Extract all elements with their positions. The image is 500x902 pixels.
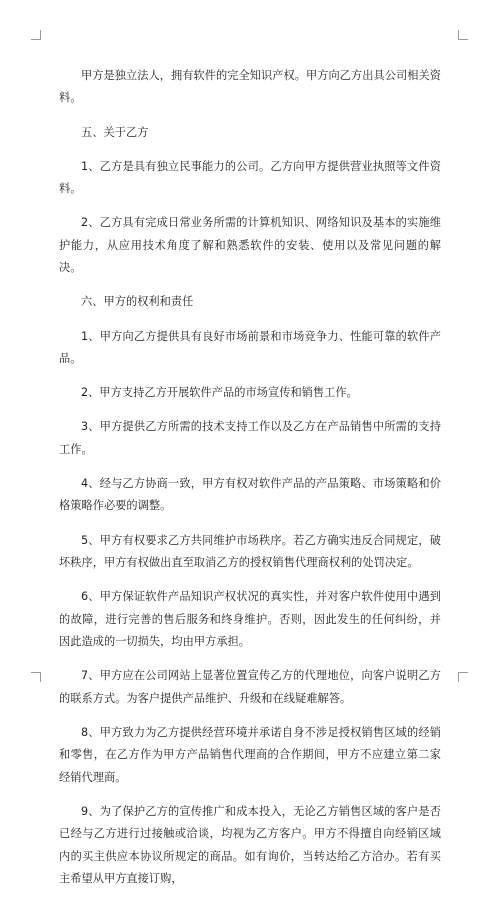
- paragraph-party-a-info: 甲方是独立法人，拥有软件的完全知识产权。甲方向乙方出具公司相关资料。: [59, 69, 441, 105]
- section-heading-about-party-b: 五、关于乙方: [81, 125, 149, 139]
- crop-mark-bottom-right: [458, 672, 468, 682]
- clause-b-2: 2、乙方具有完成日常业务所需的计算机知识、网络知识及基本的实施维护能力，从应用技术角度了解和熟悉软件的安装、使用以及常见问题的解决。: [59, 216, 441, 275]
- clause-a-5: 5、甲方有权要求乙方共同维护市场秩序。若乙方确实违反合同规定，破坏秩序，甲方有权做出直至取消乙方的授权销售代理商权利的处罚决定。: [59, 533, 441, 570]
- clause-a-3: 3、甲方提供乙方所需的技术支持工作以及乙方在产品销售中所需的支持工作。: [59, 420, 441, 456]
- section-heading-party-a-rights: 六、甲方的权利和责任: [81, 295, 194, 309]
- clause-b-1: 1、乙方是具有独立民事能力的公司。乙方向甲方提供营业执照等文件资料。: [59, 159, 441, 196]
- clause-a-6: 6、甲方保证软件产品知识产权状况的真实性，并对客户软件使用中遇到的故障，进行完善的售后服务和终身维护。否则，因此发生的任何纠纷，并因此造成的一切损失，均由甲方承担。: [59, 590, 441, 649]
- clause-a-8: 8、甲方致力为乙方提供经营环境并承诺自身不涉足授权销售区域的经销和零售，在乙方作为甲方产品销售代理商的合作期间，甲方不应建立第二家经销代理商。: [59, 725, 441, 784]
- clause-a-9: 9、为了保护乙方的宣传推广和成本投入，无论乙方销售区域的客户是否已经与乙方进行过接触或洽谈，均视为乙方客户。甲方不得擅自向经销区域内的买主供应本协议所规定的商品。如有询价，当转达给乙方洽办。若有买主希望从甲方直接订购，: [59, 804, 441, 886]
- crop-mark-top-right: [458, 30, 468, 40]
- document-body: [59, 65, 441, 902]
- clause-a-1: 1、甲方向乙方提供具有良好市场前景和市场竞争力、性能可靠的软件产品。: [59, 329, 441, 366]
- clause-a-4: 4、经与乙方协商一致，甲方有权对软件产品的产品策略、市场策略和价格策略作必要的调整。: [59, 477, 441, 513]
- clause-a-2: 2、甲方支持乙方开展软件产品的市场宣传和销售工作。: [81, 386, 358, 400]
- crop-mark-bottom-left: [31, 672, 41, 682]
- crop-mark-top-left: [31, 30, 41, 40]
- clause-a-7: 7、甲方应在公司网站上显著位置宣传乙方的代理地位，向客户说明乙方的联系方式。为客户提供产品维护、升级和在线疑难解答。: [59, 669, 441, 705]
